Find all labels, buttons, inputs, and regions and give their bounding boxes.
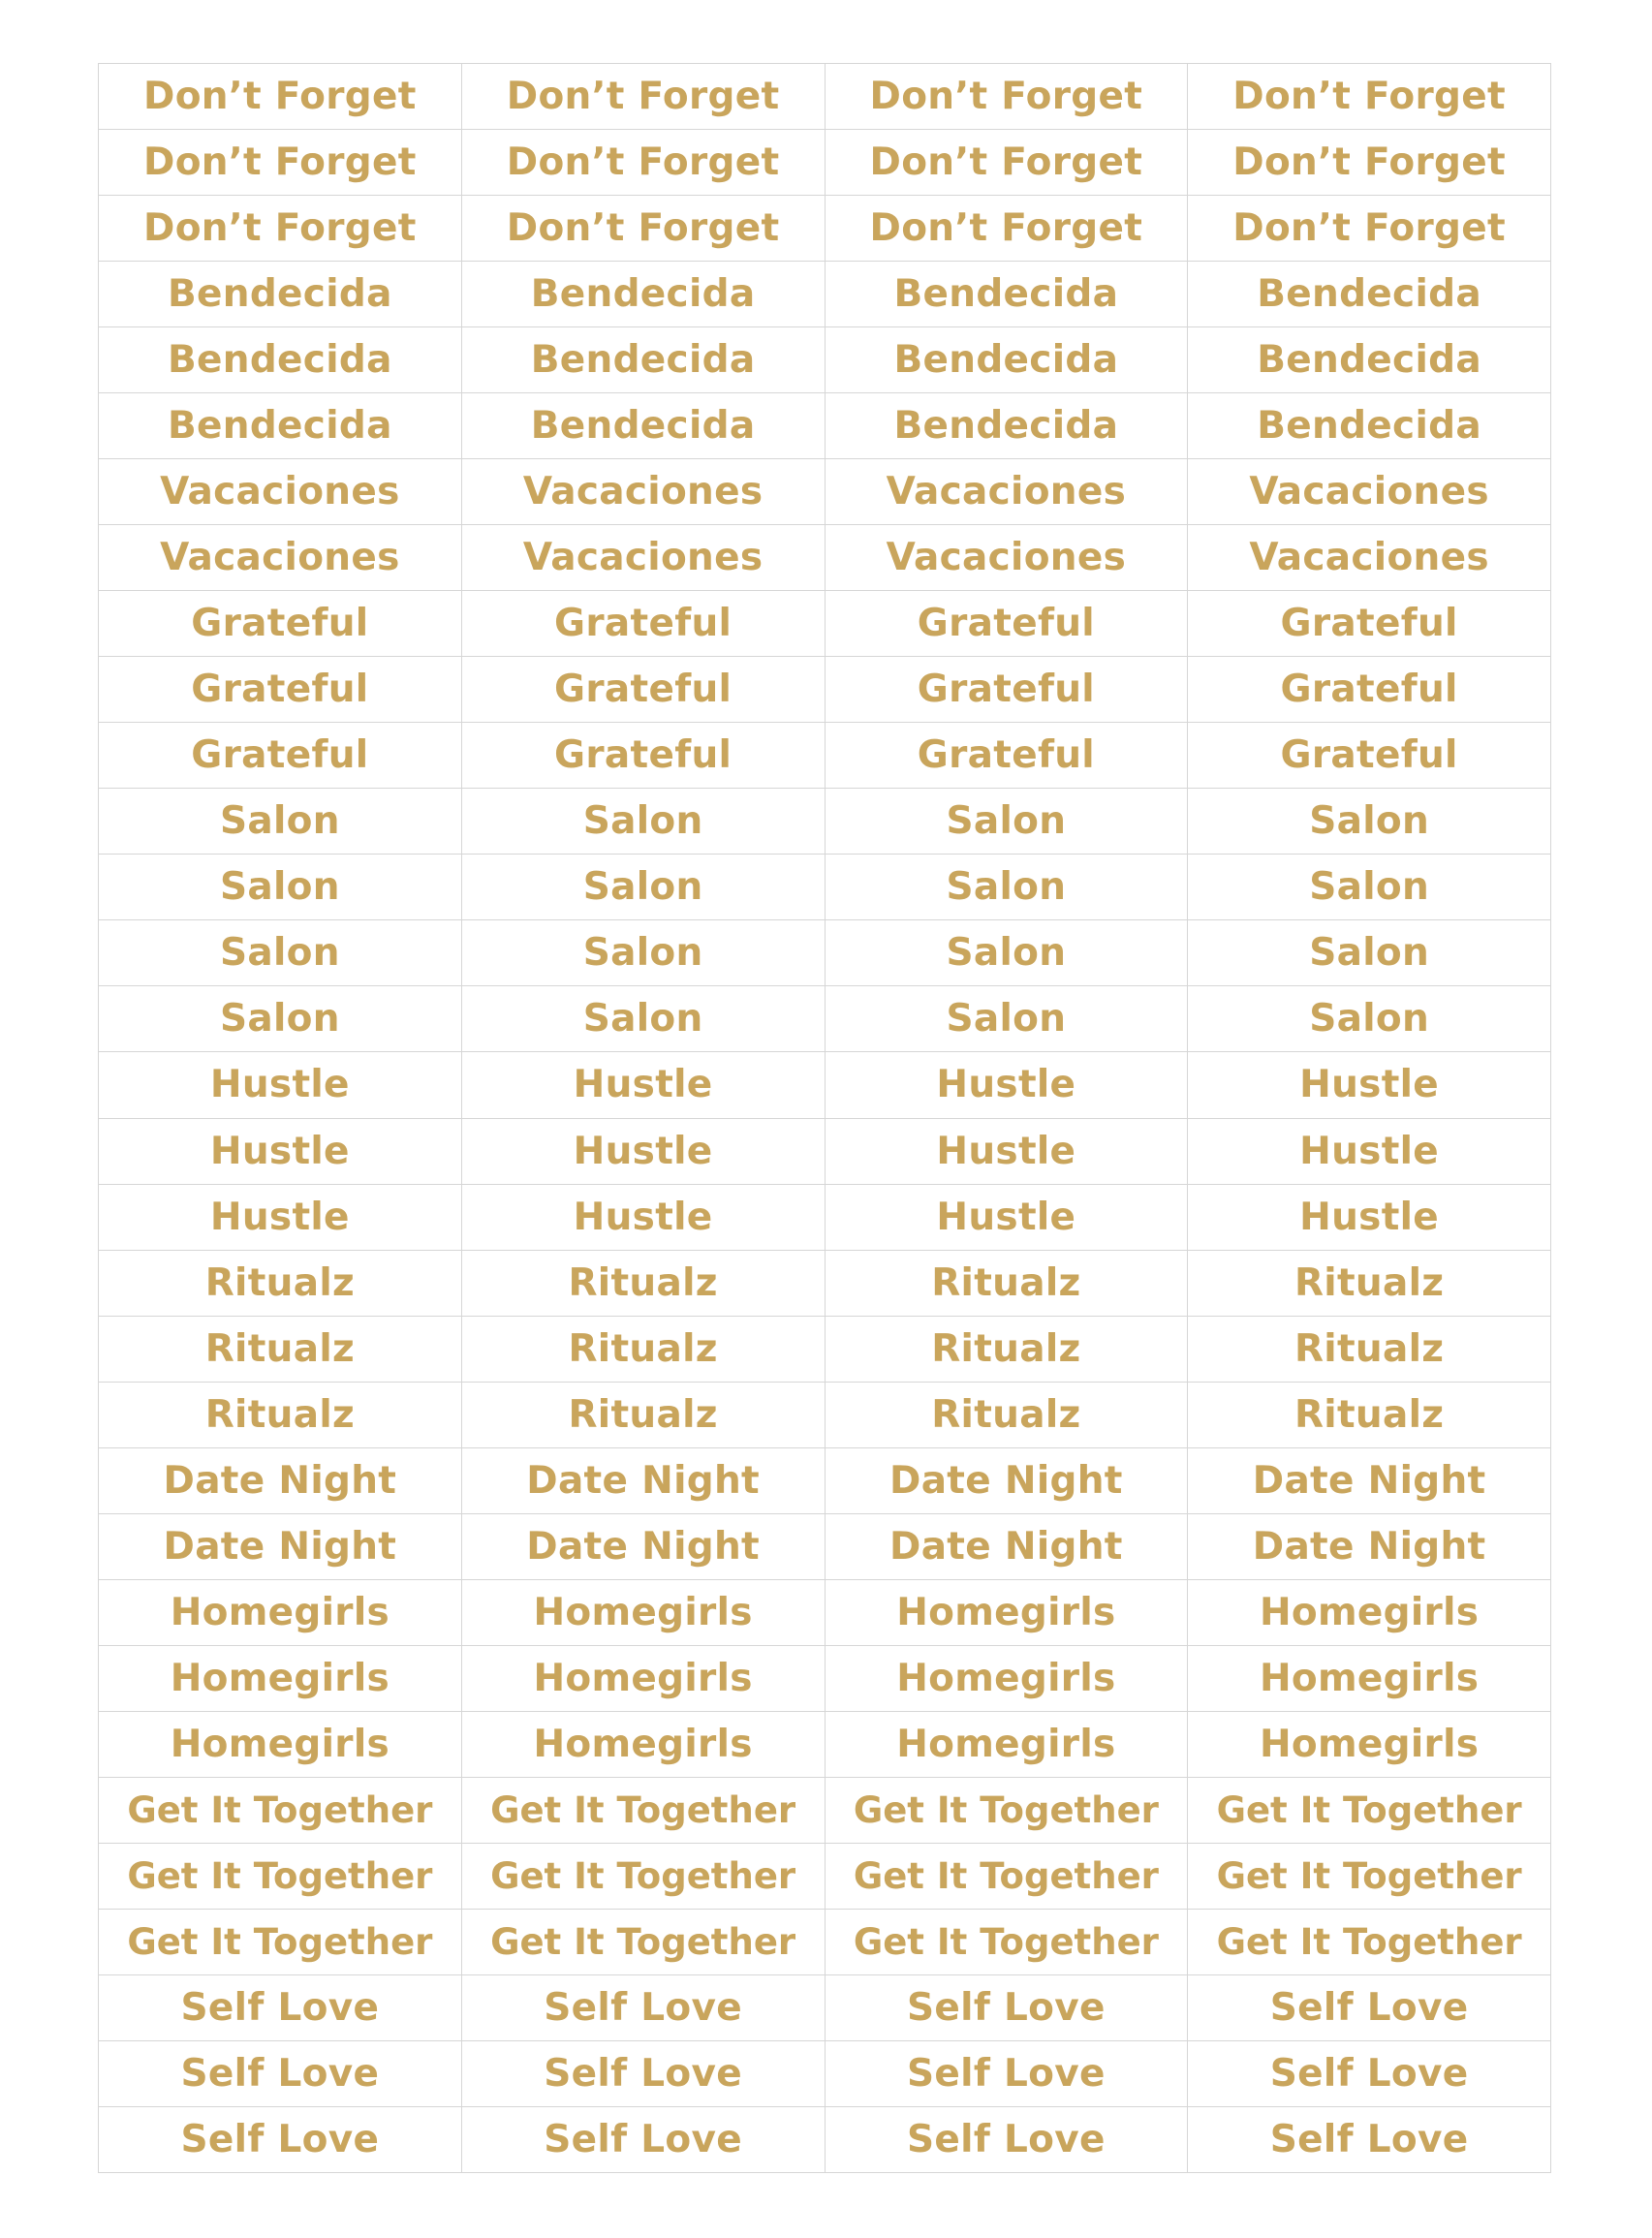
sticker-label: Don’t Forget	[99, 196, 462, 262]
sticker-label: Ritualz	[99, 1383, 462, 1448]
sticker-label: Vacaciones	[462, 525, 826, 591]
sticker-label: Homegirls	[826, 1712, 1189, 1778]
sticker-label: Get It Together	[826, 1910, 1189, 1975]
sticker-label: Grateful	[462, 657, 826, 723]
sticker-label: Date Night	[1188, 1448, 1551, 1514]
sticker-label: Hustle	[826, 1052, 1189, 1118]
sticker-label: Get It Together	[462, 1910, 826, 1975]
sticker-label: Don’t Forget	[826, 64, 1189, 130]
sticker-label: Grateful	[1188, 591, 1551, 657]
sticker-label: Grateful	[99, 591, 462, 657]
sticker-label: Ritualz	[826, 1383, 1189, 1448]
sticker-label: Bendecida	[99, 393, 462, 459]
sticker-label: Salon	[1188, 855, 1551, 920]
sticker-label: Date Night	[462, 1514, 826, 1580]
sticker-label: Grateful	[826, 657, 1189, 723]
sticker-label: Don’t Forget	[462, 64, 826, 130]
sticker-label: Vacaciones	[826, 525, 1189, 591]
sticker-label: Bendecida	[1188, 262, 1551, 327]
sticker-label: Don’t Forget	[462, 196, 826, 262]
sticker-label: Self Love	[462, 1975, 826, 2041]
sticker-label: Self Love	[826, 2107, 1189, 2173]
sticker-label: Grateful	[826, 723, 1189, 789]
sticker-label: Salon	[462, 789, 826, 855]
sticker-label: Ritualz	[99, 1317, 462, 1383]
sticker-label: Date Night	[1188, 1514, 1551, 1580]
sticker-label: Get It Together	[99, 1778, 462, 1844]
sticker-label: Get It Together	[462, 1778, 826, 1844]
sticker-label: Bendecida	[1188, 393, 1551, 459]
sticker-label: Bendecida	[462, 327, 826, 393]
sticker-label: Salon	[462, 920, 826, 986]
sticker-label: Get It Together	[1188, 1844, 1551, 1910]
sticker-label: Grateful	[99, 723, 462, 789]
sticker-label: Bendecida	[826, 393, 1189, 459]
sticker-label: Bendecida	[826, 262, 1189, 327]
sticker-label: Salon	[826, 920, 1189, 986]
sticker-label: Salon	[1188, 789, 1551, 855]
sticker-label: Ritualz	[462, 1317, 826, 1383]
sticker-label: Don’t Forget	[1188, 130, 1551, 196]
sticker-label: Vacaciones	[99, 459, 462, 525]
sticker-label: Ritualz	[826, 1251, 1189, 1317]
sticker-label: Salon	[826, 986, 1189, 1052]
sticker-label: Homegirls	[462, 1712, 826, 1778]
sticker-label: Hustle	[1188, 1119, 1551, 1185]
sticker-label: Salon	[826, 855, 1189, 920]
sticker-label: Grateful	[826, 591, 1189, 657]
sticker-label: Self Love	[462, 2041, 826, 2107]
sticker-label: Grateful	[1188, 723, 1551, 789]
sticker-label: Date Night	[826, 1514, 1189, 1580]
sticker-label: Salon	[826, 789, 1189, 855]
sticker-label: Date Night	[99, 1514, 462, 1580]
sticker-label: Hustle	[1188, 1185, 1551, 1251]
sticker-label: Salon	[462, 855, 826, 920]
sticker-label: Ritualz	[462, 1251, 826, 1317]
sticker-label: Ritualz	[1188, 1383, 1551, 1448]
sticker-label: Salon	[99, 920, 462, 986]
sticker-label: Hustle	[99, 1185, 462, 1251]
sticker-label: Don’t Forget	[826, 196, 1189, 262]
sticker-label: Homegirls	[462, 1646, 826, 1712]
sticker-label: Get It Together	[99, 1910, 462, 1975]
sticker-label: Grateful	[462, 591, 826, 657]
sticker-label: Don’t Forget	[826, 130, 1189, 196]
sticker-label: Vacaciones	[1188, 525, 1551, 591]
sticker-label: Date Night	[99, 1448, 462, 1514]
sticker-label: Homegirls	[1188, 1580, 1551, 1646]
sticker-label: Salon	[1188, 986, 1551, 1052]
sticker-label: Vacaciones	[462, 459, 826, 525]
sticker-label: Hustle	[462, 1119, 826, 1185]
sticker-label: Salon	[462, 986, 826, 1052]
sticker-label: Get It Together	[462, 1844, 826, 1910]
sticker-label: Don’t Forget	[1188, 196, 1551, 262]
sticker-label-sheet	[98, 63, 1551, 2173]
sticker-label: Vacaciones	[826, 459, 1189, 525]
sticker-label: Grateful	[462, 723, 826, 789]
sticker-label: Ritualz	[462, 1383, 826, 1448]
sticker-label: Bendecida	[462, 262, 826, 327]
sticker-label: Grateful	[1188, 657, 1551, 723]
sticker-label: Ritualz	[1188, 1317, 1551, 1383]
sticker-label: Homegirls	[826, 1580, 1189, 1646]
sticker-label: Bendecida	[462, 393, 826, 459]
sticker-label: Grateful	[99, 657, 462, 723]
sticker-label: Don’t Forget	[462, 130, 826, 196]
sticker-label: Homegirls	[99, 1646, 462, 1712]
sticker-label: Vacaciones	[1188, 459, 1551, 525]
sticker-label: Bendecida	[826, 327, 1189, 393]
sticker-label: Get It Together	[826, 1778, 1189, 1844]
sticker-label: Vacaciones	[99, 525, 462, 591]
sticker-label: Self Love	[99, 1975, 462, 2041]
sticker-label: Hustle	[462, 1185, 826, 1251]
sticker-label: Don’t Forget	[99, 130, 462, 196]
sticker-label: Self Love	[99, 2041, 462, 2107]
sticker-label: Ritualz	[826, 1317, 1189, 1383]
sticker-label: Date Night	[826, 1448, 1189, 1514]
sticker-label: Get It Together	[1188, 1778, 1551, 1844]
sticker-label: Self Love	[826, 2041, 1189, 2107]
sticker-label: Date Night	[462, 1448, 826, 1514]
sticker-label: Ritualz	[1188, 1251, 1551, 1317]
sticker-label: Self Love	[462, 2107, 826, 2173]
sticker-label: Hustle	[826, 1119, 1189, 1185]
sticker-label: Don’t Forget	[99, 64, 462, 130]
sticker-label: Hustle	[99, 1119, 462, 1185]
sticker-label: Hustle	[462, 1052, 826, 1118]
sticker-label: Salon	[1188, 920, 1551, 986]
sticker-label: Ritualz	[99, 1251, 462, 1317]
sticker-label: Salon	[99, 986, 462, 1052]
sticker-label: Homegirls	[1188, 1712, 1551, 1778]
sticker-label: Hustle	[826, 1185, 1189, 1251]
sticker-label: Salon	[99, 789, 462, 855]
sticker-label: Self Love	[826, 1975, 1189, 2041]
sticker-label: Self Love	[1188, 2107, 1551, 2173]
sticker-label: Homegirls	[462, 1580, 826, 1646]
sticker-label: Hustle	[99, 1052, 462, 1118]
sticker-label: Homegirls	[826, 1646, 1189, 1712]
sticker-label: Homegirls	[1188, 1646, 1551, 1712]
sticker-label: Homegirls	[99, 1712, 462, 1778]
sticker-label: Self Love	[1188, 1975, 1551, 2041]
sticker-label: Get It Together	[1188, 1910, 1551, 1975]
sticker-label: Self Love	[1188, 2041, 1551, 2107]
sticker-label: Salon	[99, 855, 462, 920]
sticker-label: Self Love	[99, 2107, 462, 2173]
sticker-label: Don’t Forget	[1188, 64, 1551, 130]
sticker-label: Bendecida	[99, 262, 462, 327]
sticker-label: Get It Together	[99, 1844, 462, 1910]
sticker-label: Bendecida	[1188, 327, 1551, 393]
sticker-label: Get It Together	[826, 1844, 1189, 1910]
sticker-label: Hustle	[1188, 1052, 1551, 1118]
sticker-label: Homegirls	[99, 1580, 462, 1646]
sticker-label: Bendecida	[99, 327, 462, 393]
